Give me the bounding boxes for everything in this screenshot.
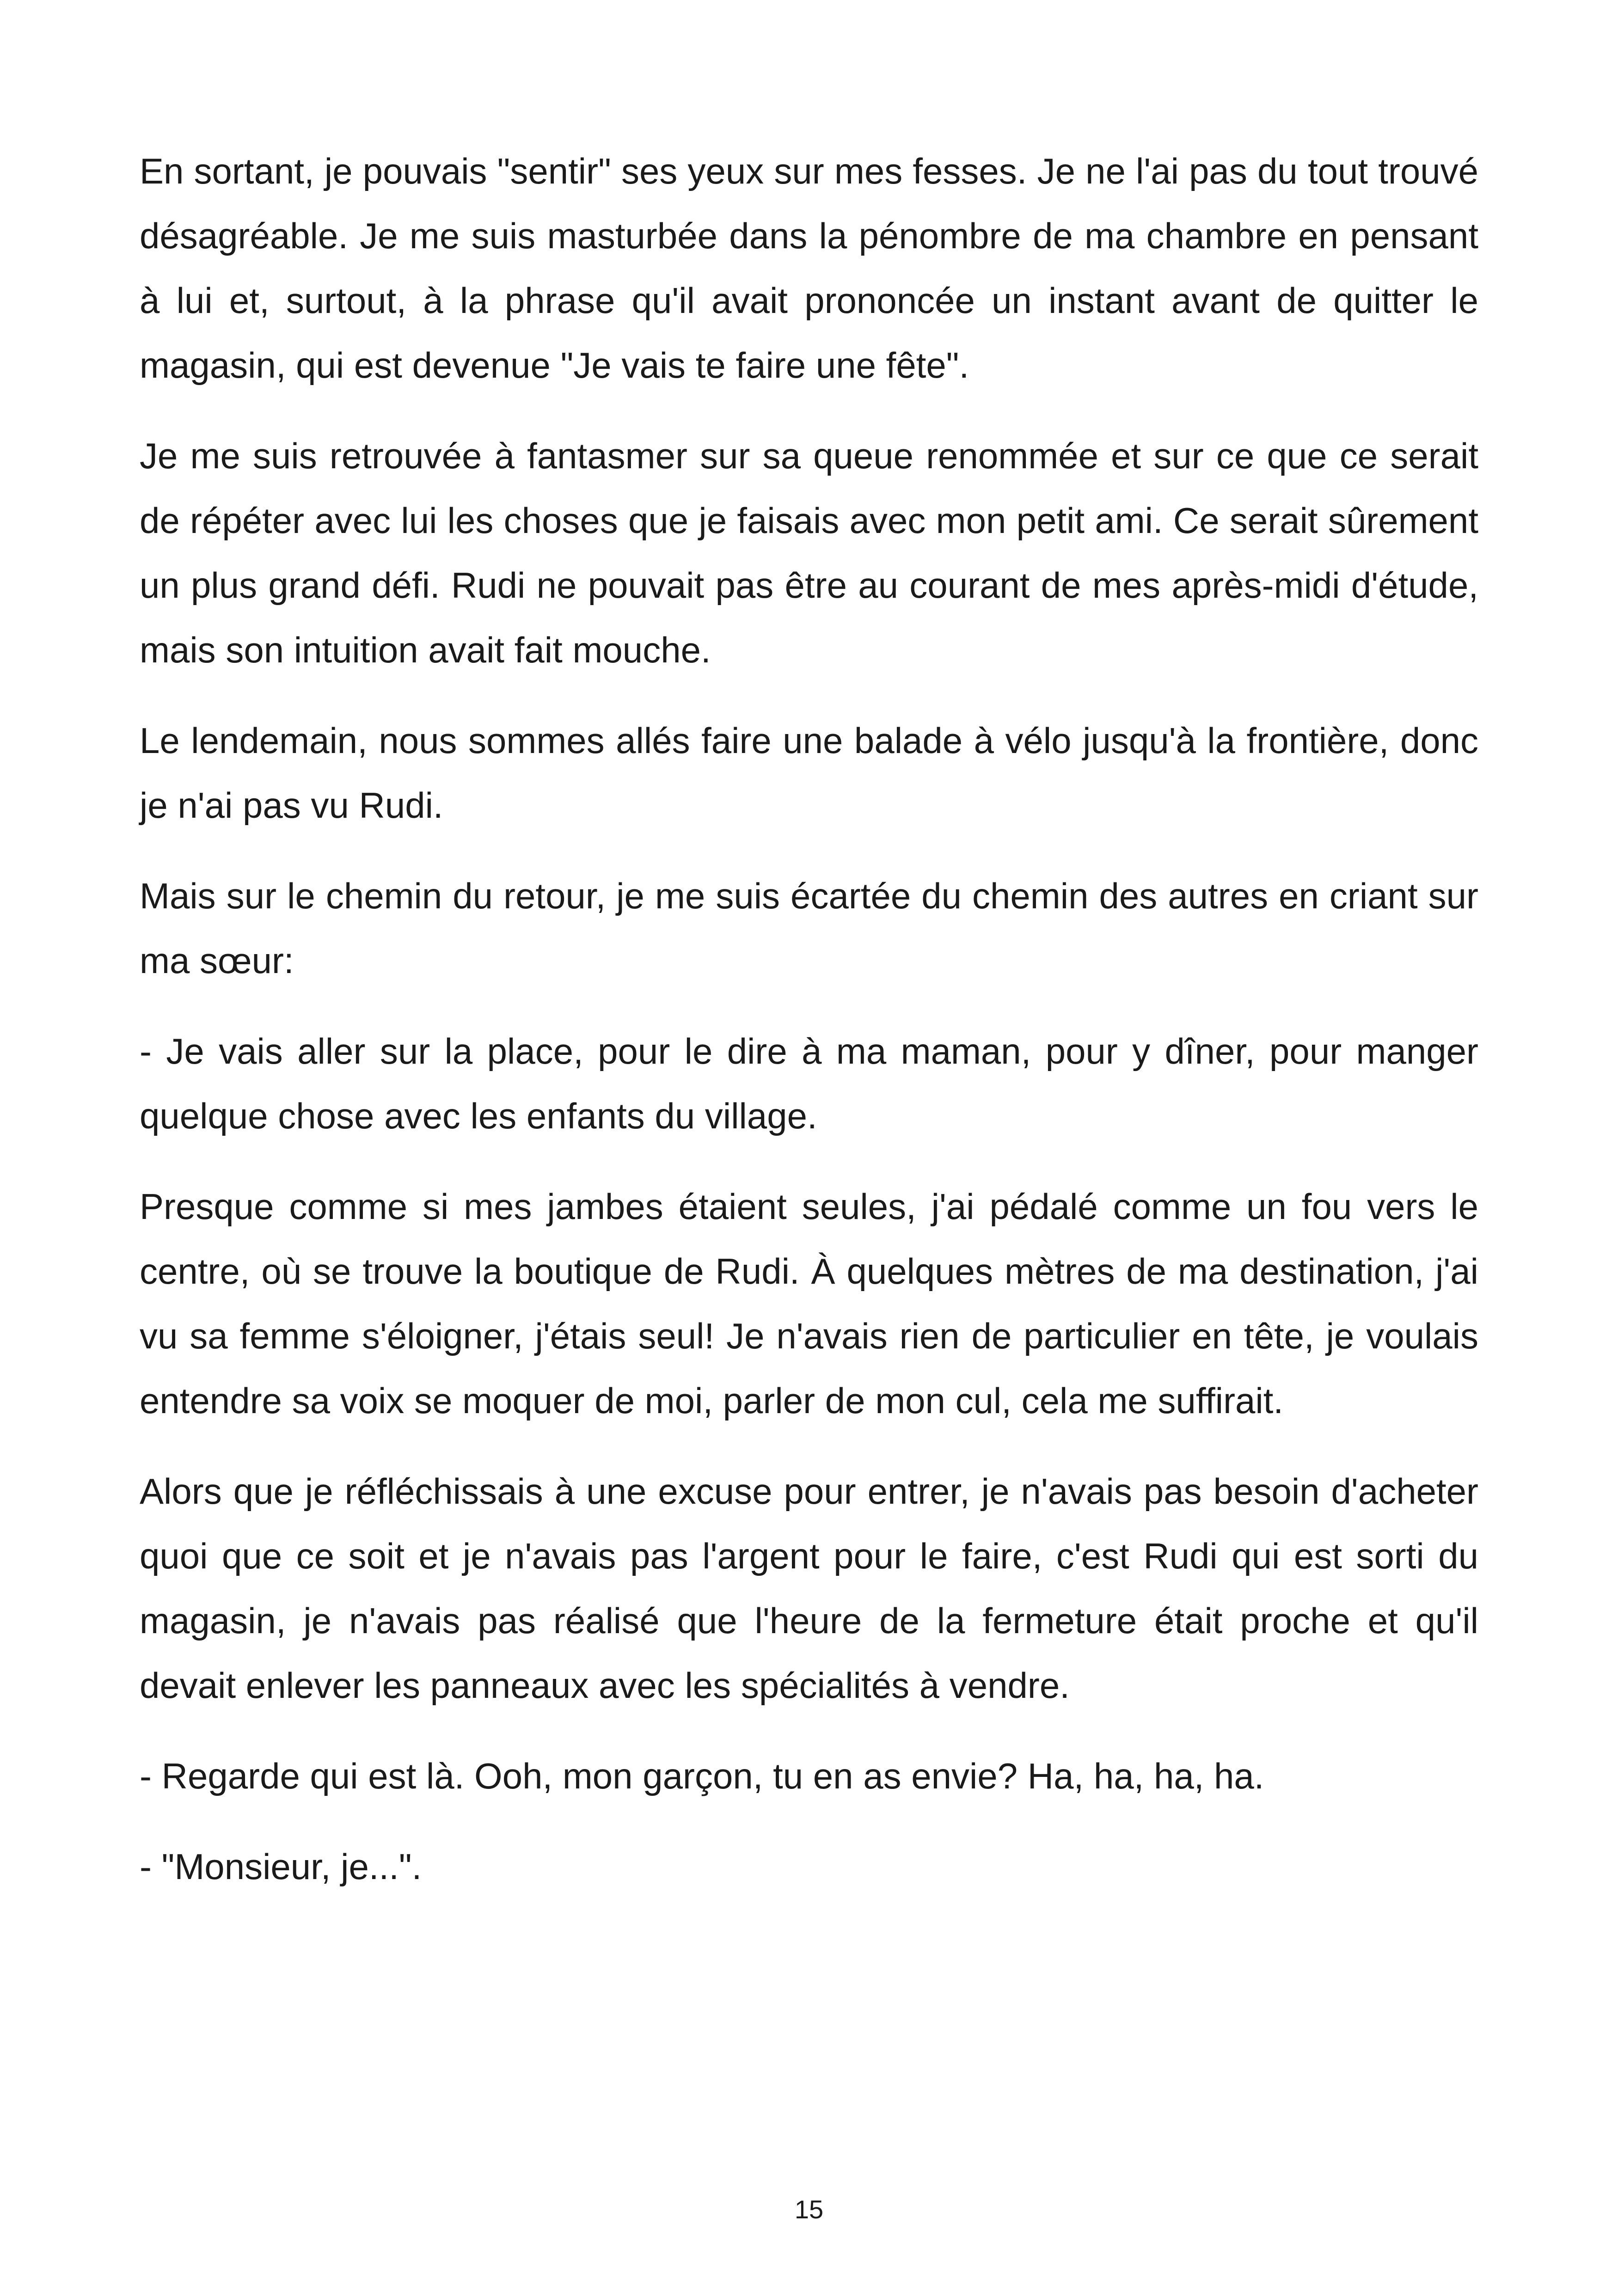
paragraph-2: Je me suis retrouvée à fantasmer sur sa queue renommée et sur ce que ce serait de répéter avec lui les choses que je faisais avec mon petit ami. Ce serait sûrement un plus grand défi. Rudi ne pouvait pas être au courant de mes après-midi d'étude, mais son intuition avait fait mouche.: [140, 435, 1478, 670]
paragraph-7: Alors que je réfléchissais à une excuse pour entrer, je n'avais pas besoin d'acheter quoi que ce soit et je n'avais pas l'argent pour le faire, c'est Rudi qui est sorti du magasin, je n'avais pas réalisé que l'heure de la fermeture était proche et qu'il devait enlever les panneaux avec les spécialités à vendre.: [140, 1471, 1478, 1706]
paragraph-9-dialogue: - "Monsieur, je...".: [140, 1846, 422, 1887]
page-number: 15: [794, 2195, 824, 2224]
paragraph-4: Mais sur le chemin du retour, je me suis écartée du chemin des autres en criant sur ma sœur:: [140, 876, 1478, 981]
paragraph-1: En sortant, je pouvais "sentir" ses yeux sur mes fesses. Je ne l'ai pas du tout trouvé désagréable. Je me suis masturbée dans la pénombre de ma chambre en pensant à lui et, surtout, à la phrase qu'il avait prononcée un instant avant de quitter le magasin, qui est devenue "Je vais te faire une fête".: [140, 151, 1478, 386]
paragraph-6: Presque comme si mes jambes étaient seules, j'ai pédalé comme un fou vers le centre, où se trouve la boutique de Rudi. À quelques mètres de ma destination, j'ai vu sa femme s'éloigner, j'étais seul! Je n'avais rien de particulier en tête, je voulais entendre sa voix se moquer de moi, parler de mon cul, cela me suffirait.: [140, 1186, 1478, 1421]
body-text: [140, 139, 1478, 1925]
paragraph-5-dialogue: - Je vais aller sur la place, pour le dire à ma maman, pour y dîner, pour manger quelque chose avec les enfants du village.: [140, 1031, 1478, 1136]
paragraph-3: Le lendemain, nous sommes allés faire une balade à vélo jusqu'à la frontière, donc je n'ai pas vu Rudi.: [140, 720, 1478, 826]
paragraph-8-dialogue: - Regarde qui est là. Ooh, mon garçon, tu en as envie? Ha, ha, ha, ha.: [140, 1756, 1264, 1796]
